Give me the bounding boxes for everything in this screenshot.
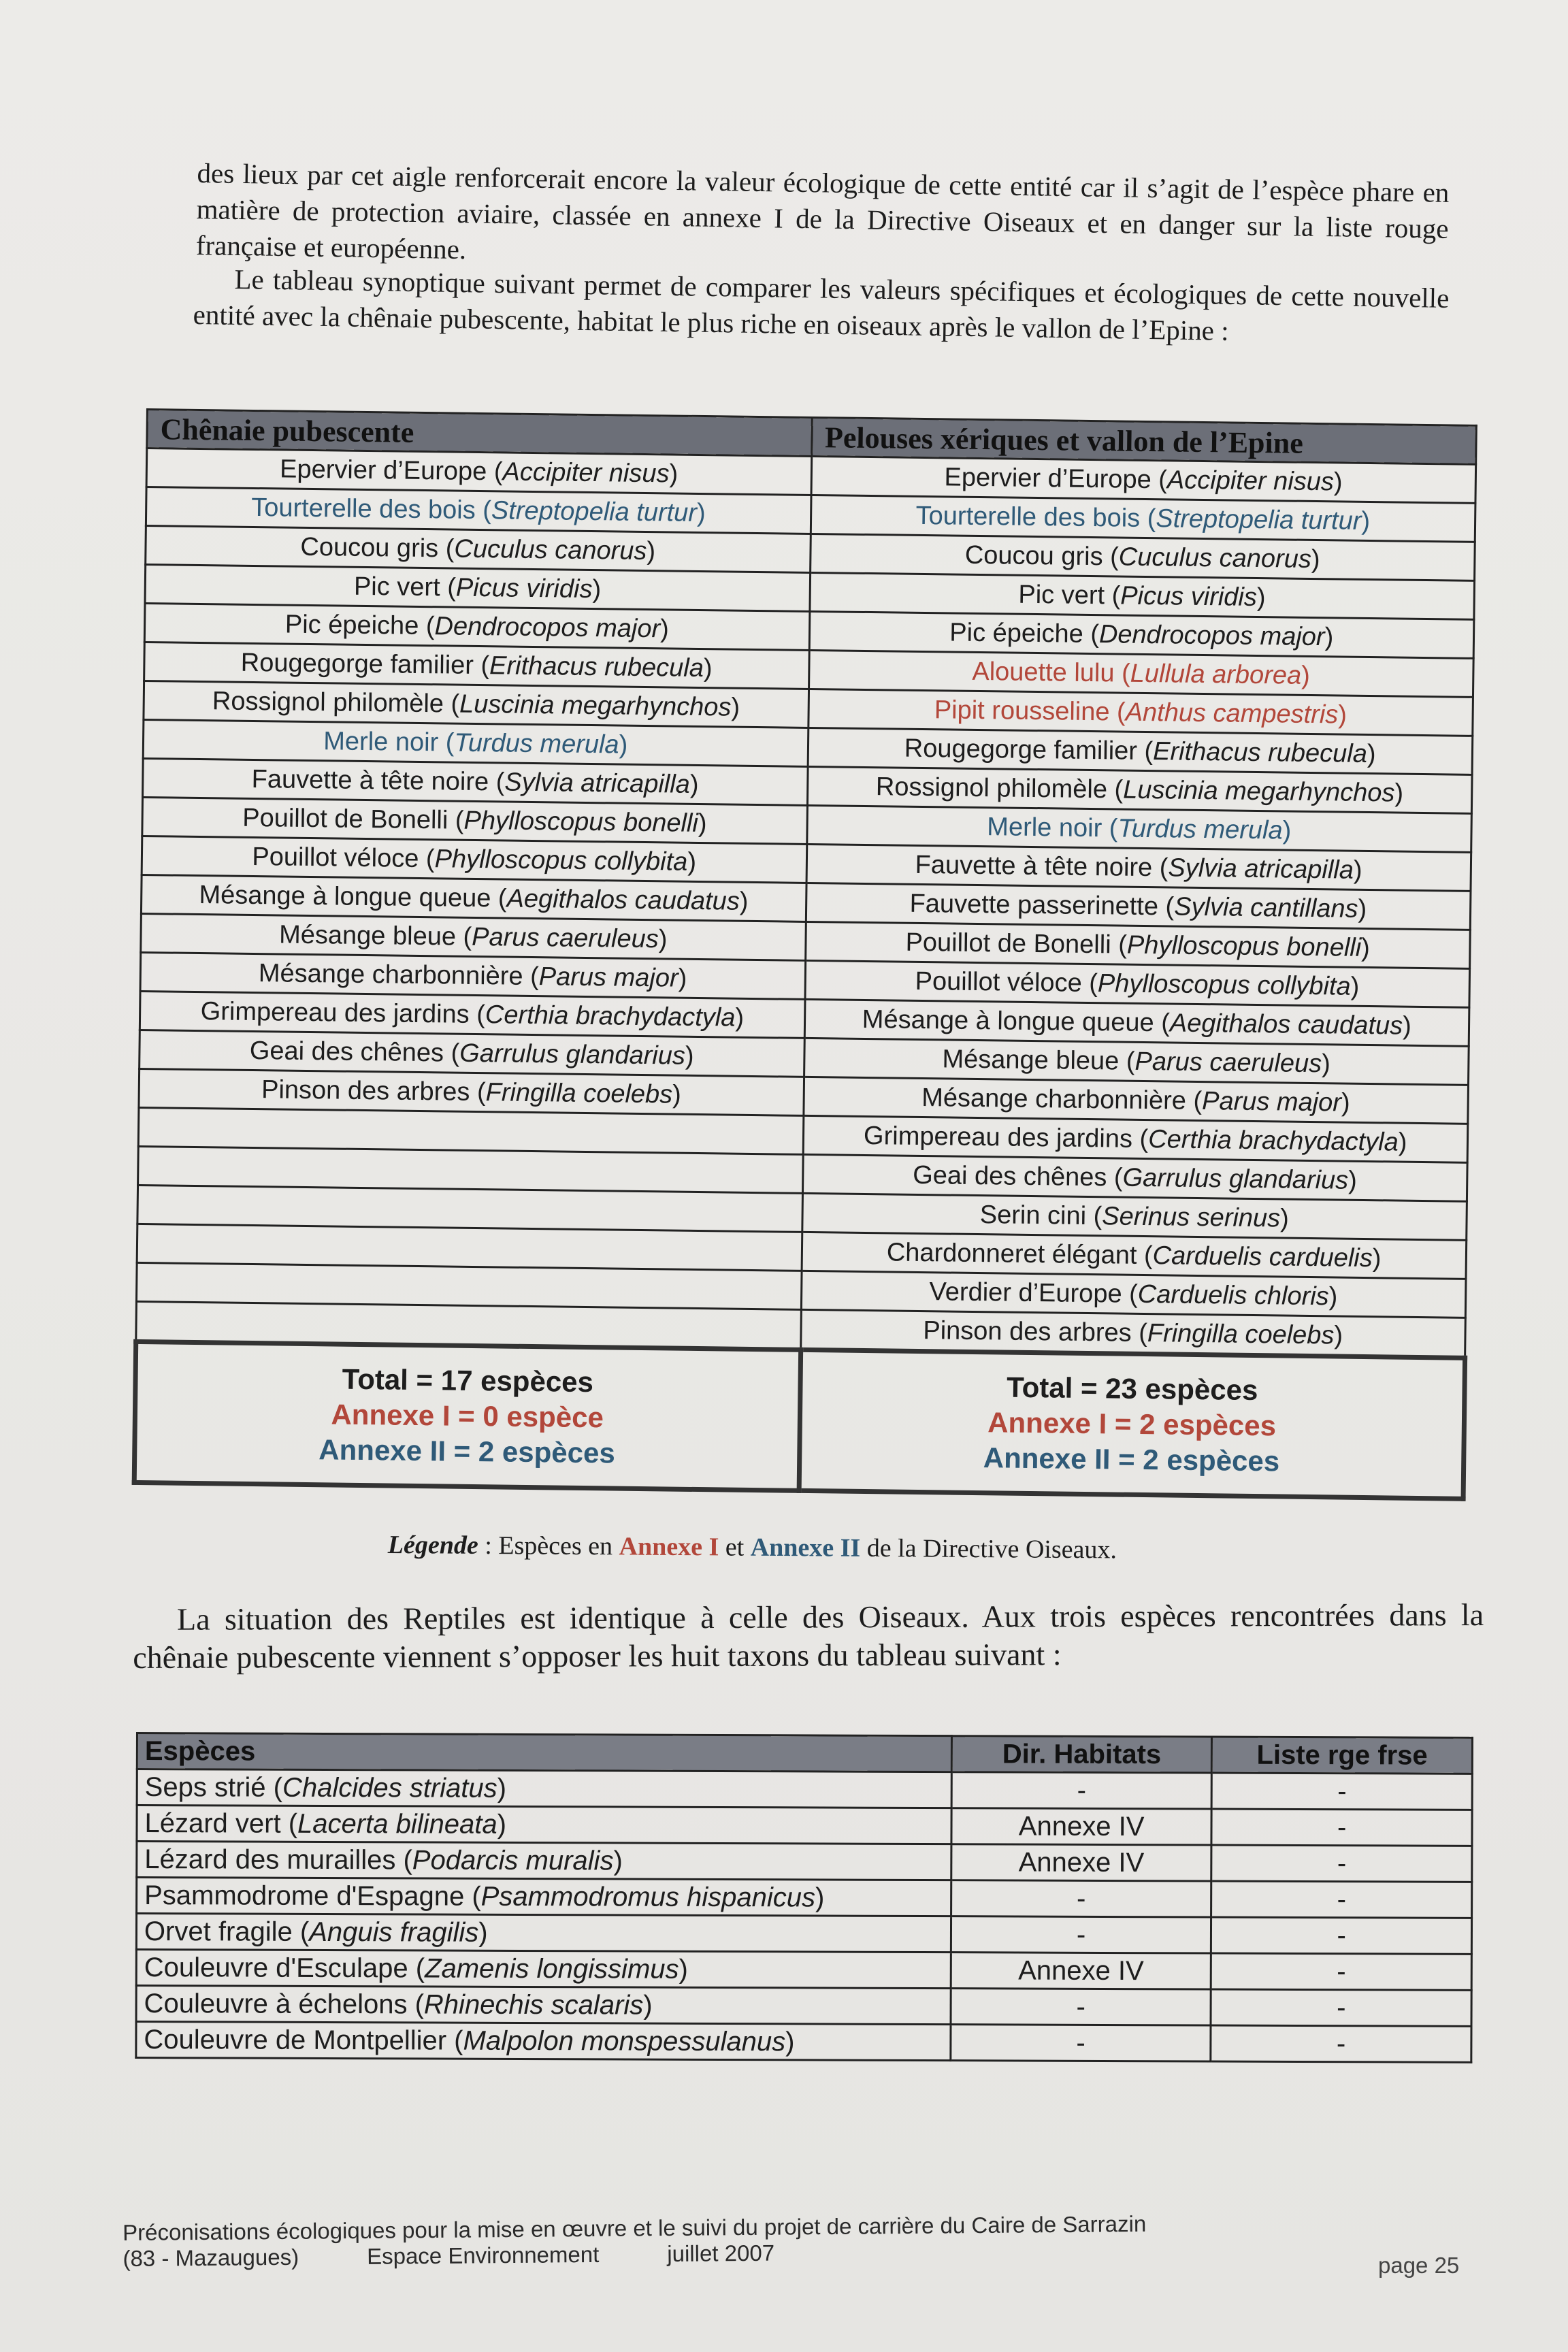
bird-species-cell: Chardonneret élégant (Carduelis carduelis) [802, 1232, 1467, 1279]
header-liste-rouge: Liste rge frse [1212, 1737, 1473, 1774]
header-especes: Espèces [137, 1733, 951, 1772]
species-name: Fauvette passerinette [909, 889, 1159, 921]
dir-habitats-cell: - [951, 1916, 1211, 1953]
species-name: Merle noir [987, 812, 1102, 843]
bird-species-cell: Pic épeiche (Dendrocopos major) [809, 611, 1474, 658]
bird-species-cell: Pic vert (Picus viridis) [809, 572, 1474, 619]
annex2-count: Annexe II = 2 espèces [318, 1433, 616, 1469]
species-latin-name: Erithacus rubecula [489, 651, 704, 683]
bird-species-cell: Merle noir (Turdus merula) [806, 805, 1471, 852]
species-latin-name: Luscinia megarhynchos [1122, 775, 1395, 807]
table-row [136, 1914, 1471, 1955]
reptiles-table-header [137, 1733, 1472, 1774]
dir-habitats-cell: - [951, 1989, 1211, 2025]
species-latin-name: Anguis fragilis [309, 1916, 479, 1948]
species-latin-name: Accipiter nisus [502, 457, 670, 488]
species-latin-name: Sylvia cantillans [1173, 892, 1358, 924]
species-latin-name: Dendrocopos major [1098, 619, 1325, 651]
species-latin-name: Accipiter nisus [1166, 465, 1335, 496]
species-name: Coucou gris [964, 540, 1103, 571]
bird-species-cell: Pouillot véloce (Phylloscopus collybita) [142, 836, 806, 883]
bird-species-cell: Rougegorge familier (Erithacus rubecula) [144, 642, 809, 689]
bird-species-cell: Grimpereau des jardins (Certhia brachydactyla) [140, 991, 804, 1038]
species-name: Tourterelle des bois [250, 493, 476, 525]
species-latin-name: Aegithalos caudatus [506, 884, 740, 916]
species-latin-name: Zamenis longissimus [425, 1953, 679, 1984]
species-name: Epervier d’Europe [279, 454, 487, 486]
dir-habitats-cell: - [951, 1772, 1212, 1809]
species-name: Fauvette à tête noire [251, 764, 489, 796]
totals-chenaie [134, 1341, 800, 1490]
species-name: Tourterelle des bois [915, 501, 1141, 533]
table-row [137, 1769, 1472, 1810]
bird-species-cell: Tourterelle des bois (Streptopelia turtur) [811, 495, 1475, 542]
table-row [137, 1878, 1472, 1918]
species-latin-name: Chalcides striatus [282, 1772, 497, 1803]
bird-species-cell: Grimpereau des jardins (Certhia brachydactyla) [803, 1115, 1468, 1162]
footer-location: (83 - Mazaugues) [122, 2244, 299, 2271]
species-name: Verdier d’Europe [929, 1277, 1122, 1309]
intro-paragraph-1: des lieux par cet aigle renforcerait encore la valeur écologique de cette entité car il s’agit de l’espèce phare en matière de protection aviaire, classée en annexe I de la Directive Oiseaux et en danger sur la liste rouge française et européenne. [195, 157, 1450, 265]
species-name: Epervier d’Europe [944, 462, 1152, 494]
bird-species-cell: Rougegorge familier (Erithacus rubecula) [808, 728, 1473, 774]
species-latin-name: Erithacus rubecula [1152, 736, 1368, 768]
bird-species-cell: Rossignol philomèle (Luscinia megarhynchos) [807, 766, 1472, 813]
bird-species-cell: Pic vert (Picus viridis) [145, 565, 810, 612]
dir-habitats-cell: - [951, 2025, 1211, 2061]
species-name: Pouillot véloce [915, 966, 1082, 998]
species-name: Pinson des arbres [261, 1075, 470, 1107]
bird-species-cell: Pic épeiche (Dendrocopos major) [144, 604, 809, 651]
dir-habitats-cell: - [951, 1880, 1211, 1917]
liste-rouge-cell: - [1212, 1773, 1473, 1810]
bird-species-cell: Pouillot de Bonelli (Phylloscopus bonelli) [805, 921, 1470, 968]
species-name: Pouillot de Bonelli [242, 803, 448, 834]
bird-species-cell: Verdier d’Europe (Carduelis chloris) [801, 1271, 1466, 1318]
species-name: Pipit rousseline [934, 695, 1110, 726]
reptile-species-cell: Couleuvre de Montpellier (Malpolon monspessulanus) [136, 2022, 951, 2061]
bird-species-cell: Pipit rousseline (Anthus campestris) [808, 689, 1473, 736]
legend-label: Légende [387, 1531, 478, 1560]
species-latin-name: Streptopelia turtur [491, 495, 698, 527]
dir-habitats-cell: Annexe IV [951, 1844, 1212, 1881]
total-count: Total = 23 espèces [1006, 1371, 1258, 1407]
species-name: Couleuvre à échelons [144, 1988, 408, 2019]
species-name: Lézard vert [144, 1808, 281, 1839]
table-row [137, 1806, 1472, 1846]
species-name: Geai des chênes [912, 1160, 1107, 1192]
dir-habitats-cell: Annexe IV [951, 1808, 1212, 1845]
bird-species-cell: Pinson des arbres (Fringilla coelebs) [800, 1309, 1465, 1358]
header-pelouses: Pelouses xériques et vallon de l’Epine [811, 417, 1476, 464]
species-name: Rossignol philomèle [875, 772, 1108, 804]
bird-species-cell: Mésange charbonnière (Parus major) [140, 952, 805, 999]
annex2-count: Annexe II = 2 espèces [983, 1441, 1280, 1477]
species-name: Pinson des arbres [923, 1316, 1132, 1348]
bird-species-cell: Fauvette passerinette (Sylvia cantillans) [806, 883, 1471, 930]
header-dir-habitats: Dir. Habitats [951, 1736, 1212, 1773]
species-name: Grimpereau des jardins [863, 1121, 1133, 1154]
species-latin-name: Certhia brachydactyla [485, 1000, 736, 1032]
page-footer [122, 2208, 1471, 2272]
birds-comparison-table [132, 408, 1479, 1501]
footer-date: juillet 2007 [667, 2240, 775, 2267]
legend-text-1: : Espèces en [478, 1531, 619, 1561]
species-latin-name: Phylloscopus collybita [434, 844, 688, 877]
species-name: Serin cini [979, 1200, 1087, 1230]
table-row [136, 2022, 1471, 2063]
species-latin-name: Streptopelia turtur [1156, 504, 1362, 536]
bird-species-cell: Pinson des arbres (Fringilla coelebs) [139, 1068, 804, 1115]
species-latin-name: Carduelis carduelis [1152, 1241, 1373, 1273]
reptile-species-cell: Couleuvre à échelons (Rhinechis scalaris) [136, 1986, 951, 2025]
species-name: Orvet fragile [144, 1916, 293, 1947]
species-latin-name: Malpolon monspessulanus [463, 2025, 786, 2057]
intro-paragraph-2: Le tableau synoptique suivant permet de comparer les valeurs spécifiques et écologiques de cette nouvelle entité avec la chênaie pubescente, habitat le plus riche en oiseaux après le vallon de l’Epine : [193, 263, 1450, 346]
table-row [136, 1986, 1471, 2027]
liste-rouge-cell: - [1211, 1881, 1472, 1918]
species-name: Mésange bleue [278, 919, 457, 951]
species-latin-name: Parus caeruleus [471, 922, 659, 953]
species-name: Lézard des murailles [144, 1844, 396, 1875]
species-name: Couleuvre de Montpellier [144, 2024, 447, 2056]
bird-species-cell: Epervier d’Europe (Accipiter nisus) [146, 448, 811, 495]
dir-habitats-cell: Annexe IV [951, 1953, 1211, 1989]
species-latin-name: Parus major [1201, 1086, 1342, 1117]
bird-species-cell: Mésange bleue (Parus caeruleus) [141, 913, 806, 960]
species-latin-name: Dendrocopos major [434, 611, 661, 643]
legend-text-2: et [719, 1533, 751, 1562]
bird-species-cell: Alouette lulu (Lullula arborea) [808, 650, 1473, 697]
species-latin-name: Serinus serinus [1102, 1201, 1281, 1232]
species-name: Pic vert [1018, 580, 1105, 610]
species-latin-name: Parus caeruleus [1134, 1047, 1322, 1078]
species-name: Pic épeiche [284, 610, 419, 640]
bird-species-cell: Merle noir (Turdus merula) [143, 720, 808, 767]
bird-species-cell: Tourterelle des bois (Streptopelia turtur) [146, 487, 811, 534]
reptiles-intro-paragraph: La situation des Reptiles est identique à celle des Oiseaux. Aux trois espèces rencontrées dans la chênaie pubescente viennent s’opposer les huit taxons du tableau suivant : [133, 1597, 1484, 1675]
birds-totals-row [134, 1341, 1465, 1499]
species-latin-name: Cuculus canorus [454, 534, 647, 566]
table-legend [388, 1530, 1117, 1565]
species-name: Grimpereau des jardins [200, 996, 470, 1029]
species-latin-name: Fringilla coelebs [1147, 1318, 1335, 1350]
species-latin-name: Phylloscopus bonelli [1126, 930, 1362, 962]
reptile-species-cell: Couleuvre d'Esculape (Zamenis longissimus) [136, 1950, 951, 1989]
species-name: Alouette lulu [972, 657, 1115, 687]
species-latin-name: Psammodromus hispanicus [480, 1881, 816, 1912]
reptile-species-cell: Seps strié (Chalcides striatus) [137, 1769, 951, 1808]
bird-species-cell: Rossignol philomèle (Luscinia megarhynchos) [144, 681, 808, 728]
bird-species-cell: Epervier d’Europe (Accipiter nisus) [811, 456, 1476, 503]
species-name: Pouillot véloce [252, 842, 419, 873]
bird-species-cell: Pouillot véloce (Phylloscopus collybita) [804, 960, 1469, 1007]
species-latin-name: Phylloscopus collybita [1097, 968, 1351, 1001]
species-name: Mésange à longue queue [862, 1004, 1154, 1037]
header-chenaie: Chênaie pubescente [147, 410, 812, 457]
table-row [136, 1950, 1471, 1991]
species-latin-name: Lullula arborea [1130, 659, 1302, 690]
species-latin-name: Fringilla coelebs [485, 1077, 673, 1109]
bird-species-cell: Serin cini (Serinus serinus) [802, 1193, 1467, 1240]
liste-rouge-cell: - [1211, 1917, 1472, 1954]
bird-species-cell: Fauvette à tête noire (Sylvia atricapilla) [806, 844, 1471, 891]
liste-rouge-cell: - [1211, 2025, 1471, 2062]
species-latin-name: Aegithalos caudatus [1169, 1008, 1403, 1041]
species-name: Chardonneret élégant [886, 1237, 1137, 1270]
species-name: Rougegorge familier [240, 648, 474, 680]
liste-rouge-cell: - [1211, 1989, 1471, 2026]
reptile-species-cell: Lézard des murailles (Podarcis muralis) [137, 1842, 951, 1880]
species-name: Mésange bleue [942, 1044, 1120, 1076]
birds-table-body [136, 448, 1476, 1358]
bird-species-cell: Coucou gris (Cuculus canorus) [146, 526, 811, 573]
footer-title: Préconisations écologiques pour la mise en œuvre et le suivi du projet de carrière du Caire de Sarrazin [122, 2210, 1147, 2245]
totals-pelouses [799, 1350, 1465, 1499]
footer-author: Espace Environnement [366, 2241, 600, 2269]
species-name: Mésange charbonnière [258, 958, 523, 991]
species-latin-name: Podarcis muralis [412, 1844, 614, 1876]
legend-annex2: Annexe II [750, 1533, 861, 1563]
species-latin-name: Picus viridis [1120, 581, 1258, 612]
bird-species-cell: Fauvette à tête noire (Sylvia atricapilla) [143, 759, 808, 806]
species-name: Pouillot de Bonelli [905, 928, 1111, 959]
species-name: Rougegorge familier [904, 734, 1138, 766]
annex1-count: Annexe I = 0 espèce [331, 1398, 604, 1434]
species-latin-name: Garrulus glandarius [1122, 1163, 1349, 1195]
liste-rouge-cell: - [1211, 1953, 1472, 1990]
reptile-species-cell: Lézard vert (Lacerta bilineata) [137, 1806, 951, 1844]
species-name: Couleuvre d'Esculape [144, 1952, 408, 1983]
reptiles-table [135, 1732, 1473, 2063]
species-latin-name: Anthus campestris [1125, 698, 1339, 729]
species-latin-name: Picus viridis [455, 573, 593, 604]
total-count: Total = 17 espèces [342, 1362, 594, 1399]
species-latin-name: Sylvia atricapilla [504, 767, 691, 799]
species-latin-name: Lacerta bilineata [297, 1808, 497, 1840]
species-name: Pic épeiche [949, 617, 1084, 649]
species-latin-name: Turdus merula [1117, 814, 1283, 845]
bird-species-cell: Mésange à longue queue (Aegithalos caudatus) [141, 875, 806, 921]
species-latin-name: Parus major [538, 962, 679, 993]
liste-rouge-cell: - [1211, 1809, 1472, 1846]
species-name: Fauvette à tête noire [915, 850, 1153, 882]
legend-annex1: Annexe I [619, 1532, 719, 1562]
table-row [137, 1842, 1472, 1882]
reptile-species-cell: Orvet fragile (Anguis fragilis) [136, 1914, 951, 1953]
legend-text-3: de la Directive Oiseaux. [860, 1533, 1117, 1565]
bird-species-cell: Coucou gris (Cuculus canorus) [810, 534, 1475, 581]
reptiles-table-body [136, 1769, 1472, 2063]
species-latin-name: Cuculus canorus [1118, 542, 1312, 574]
species-latin-name: Garrulus glandarius [459, 1039, 686, 1071]
species-latin-name: Turdus merula [454, 728, 619, 760]
species-name: Geai des chênes [249, 1036, 444, 1067]
species-latin-name: Luscinia megarhynchos [459, 689, 732, 722]
bird-species-cell: Mésange à longue queue (Aegithalos caudatus) [804, 999, 1469, 1046]
liste-rouge-cell: - [1211, 1845, 1472, 1882]
bird-species-cell: Geai des chênes (Garrulus glandarius) [140, 1030, 804, 1077]
species-name: Merle noir [323, 726, 439, 757]
species-latin-name: Rhinechis scalaris [423, 1989, 644, 2021]
bird-species-cell: Pouillot de Bonelli (Phylloscopus bonelli) [142, 798, 807, 845]
species-latin-name: Certhia brachydactyla [1147, 1124, 1399, 1157]
species-latin-name: Phylloscopus bonelli [463, 806, 699, 838]
species-name: Mésange charbonnière [921, 1083, 1187, 1115]
species-name: Seps strié [144, 1771, 266, 1803]
species-latin-name: Sylvia atricapilla [1168, 853, 1354, 885]
bird-species-cell: Mésange bleue (Parus caeruleus) [804, 1038, 1469, 1085]
species-latin-name: Carduelis chloris [1137, 1279, 1329, 1311]
annex1-count: Annexe I = 2 espèces [987, 1406, 1277, 1442]
page-number: page 25 [1378, 2253, 1460, 2278]
reptile-species-cell: Psammodrome d'Espagne (Psammodromus hispanicus) [137, 1878, 951, 1916]
species-name: Coucou gris [300, 532, 439, 563]
species-name: Rossignol philomèle [212, 686, 444, 718]
species-name: Mésange à longue queue [199, 880, 491, 913]
species-name: Psammodrome d'Espagne [144, 1880, 465, 1912]
bird-species-cell: Geai des chênes (Garrulus glandarius) [802, 1154, 1467, 1201]
bird-species-cell: Mésange charbonnière (Parus major) [803, 1077, 1468, 1124]
species-name: Pic vert [353, 572, 440, 602]
